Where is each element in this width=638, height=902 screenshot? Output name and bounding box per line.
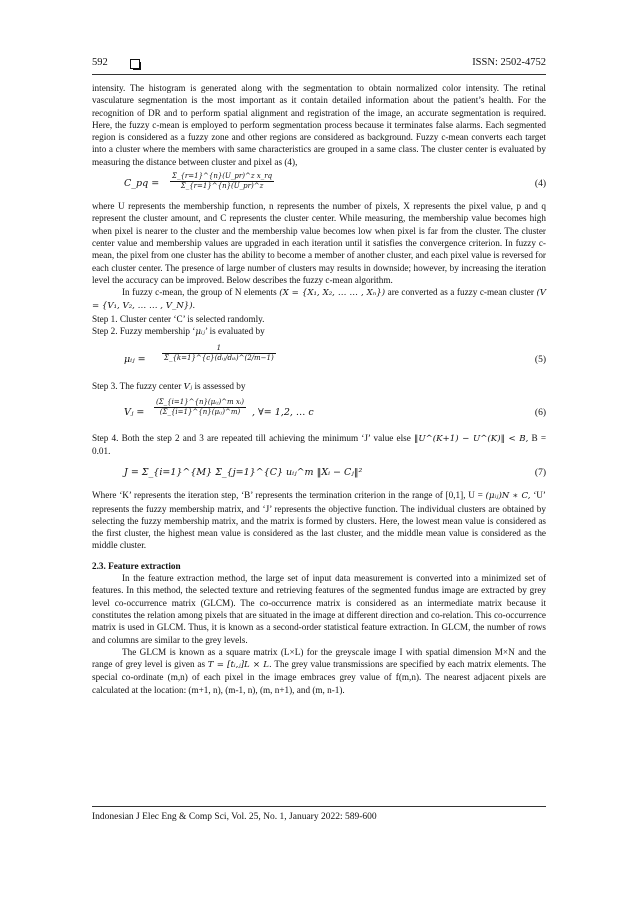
fraction-numerator: (Σ_{i=1}^{n}(μᵢⱼ)^m xᵢ) <box>156 397 245 406</box>
paragraph: In the feature extraction method, the large set of input data measurement is converted into a minimized set of features. In this method, the selected texture and retrieving features of the segmented fundus image are extracted by grey level co-occurrence matrix (GLCM). The co-occurrence matrix is considered as an intermediate matrix because it constitutes the relation among pixels that are situated in the image at different direction and co-relation. This co-occurrence matrix is used in GLCM. Thus, it is known as a second-order statistical feature extraction. In GLCM, the number of rows and columns are similar to the grey levels. <box>92 573 546 645</box>
equation-number: (6) <box>534 407 546 418</box>
fraction-numerator: Σ_{r=1}^{n}(U_pr)^z x_rq <box>172 172 273 181</box>
equation-4 <box>92 172 546 196</box>
body-text <box>92 82 546 696</box>
paragraph <box>92 646 546 696</box>
math-inline: (X = {X₁, X₂, … … , Xₙ}) <box>279 288 386 299</box>
equation-7 <box>92 461 546 485</box>
step-text <box>92 325 546 338</box>
equation-expression: J = Σ_{i=1}^{M} Σ_{j=1}^{C} uᵢⱼ^m ‖Xᵢ − Cⱼ‖² <box>124 467 363 479</box>
section-heading: 2.3. Feature extraction <box>92 560 181 571</box>
paragraph: In fuzzy c-mean, the group of N elements (X = {X₁, X₂, … … , Xₙ}) are converted as a fuzzy c-mean cluster (V = {V₁, V₂, … … , V_N}). <box>92 287 546 312</box>
text-run: is assessed by <box>194 381 246 392</box>
equation-fraction <box>170 172 274 191</box>
step-text <box>92 432 546 458</box>
math-inline: T = [tᵢ,ⱼ]L × L. <box>207 660 272 671</box>
equation-5 <box>92 342 546 376</box>
issn-label: ISSN: 2502-4752 <box>472 57 546 68</box>
text-run: B = 0.01. <box>92 432 547 456</box>
fraction-numerator: 1 <box>162 344 276 354</box>
math-inline: ‖U^(K+1) − U^(K)‖ < B, <box>414 433 529 444</box>
page-footer: Indonesian J Elec Eng & Comp Sci, Vol. 25, No. 1, January 2022: 589-600 <box>92 812 377 822</box>
math-inline: Vⱼ <box>183 382 193 393</box>
equation-tail: , ∀= 1,2, … c <box>252 406 314 418</box>
math-inline: (V = {V₁, V₂, … … , V_N}) <box>92 288 546 312</box>
step-text <box>92 380 546 393</box>
journal-box-icon <box>130 59 140 69</box>
math-inline: μᵢⱼ <box>195 327 205 338</box>
text-run: The grey value transmissions are specified by each matrix elements. The special co-ordinate (m,n) of each pixel in the image embraces grey value of f(m,n). The nearest adjacent pixels are calculated at the location: (m+1, n), (m-1, n), (m, n+1), and (m, n-1). <box>92 659 546 695</box>
text-run: ‘U’ represents the fuzzy membership matrix, and ‘J’ represents the objective function. The individual clusters are obtained by selecting the fuzzy membership matrix, and the matrix is formed by clusters. Here, the lowest mean value is considered as the first cluster, the highest mean value is considered as the last cluster, and the middle mean value is considered as the middle cluster. <box>92 490 546 551</box>
fraction-denominator: (Σ_{i=1}^{n}(μᵢⱼ)^m) <box>159 407 241 416</box>
equation-number: (5) <box>534 355 546 366</box>
text-run: ’ is evaluated by <box>204 326 265 337</box>
paragraph: intensity. The histogram is generated along with the segmentation to obtain normalized color intensity. The retinal vasculature segmentation is the most important as it contain detailed information about the patient’s health. For the recognition of DR and to perform spatial alignment and registration of the image, an accurate segmentation is required. Here, the fuzzy c-mean is employed to perform segmentation process because it terminates false alarms. Each segmented region is considered as a fuzzy zone and other regions are considered as background. Fuzzy c-mean converts each target into a cluster where the members with same characteristics are grouped in a same class. The cluster center is evaluated by measuring the distance between cluster and pixel as (4), <box>92 83 546 167</box>
text-run: are converted as a fuzzy c-mean cluster <box>387 287 534 298</box>
paragraph <box>92 489 546 551</box>
text-run: Step 2. Fuzzy membership ‘ <box>92 326 196 337</box>
footer-rule <box>92 806 546 807</box>
fraction-denominator: Σ_{r=1}^{n}(U_pr)^z <box>180 182 264 191</box>
step-text: Step 1. Cluster center ‘C’ is selected randomly. <box>92 313 265 324</box>
text-run: Step 3. The fuzzy center <box>92 381 182 392</box>
equation-number: (4) <box>534 179 546 190</box>
equation-fraction <box>162 344 276 363</box>
equation-6 <box>92 398 546 428</box>
text-run: The GLCM is known as a square matrix (L×L) for the greyscale image I with spatial dimension M×N and the range of grey level is given as <box>92 646 546 670</box>
header-rule <box>92 74 546 75</box>
equation-fraction <box>154 398 246 417</box>
equation-number: (7) <box>534 468 546 479</box>
paragraph: where U represents the membership function, n represents the number of pixels, X represents the pixel value, p and q represent the cluster amount, and C represents the cluster center. While measuring, the membership value becomes high when pixel is nearer to the cluster and the membership value becomes low when pixel is far from the cluster. The cluster center value and membership values are upgraded in each iteration until it satisfies the convergence criterion. In fuzzy c-mean, the pixel from one cluster has the ability to become a member of another cluster, and each pixel value is reversed for each cluster center. The presence of large number of clusters may results in downside; however, by increasing the iteration level the accuracy can be improved. Below describes the fuzzy c-mean algorithm. <box>92 201 546 285</box>
text-run: Step 4. Both the step 2 and 3 are repeated till achieving the minimum ‘J’ value else <box>92 432 411 443</box>
equation-lhs: Vⱼ = <box>124 406 145 418</box>
page-number: 592 <box>92 57 108 68</box>
text-run: Where ‘K’ represents the iteration step, ‘B’ represents the termination criterion in the range of [0,1], U = <box>92 490 483 501</box>
fraction-denominator: Σ_{k=1}^{c}(dᵢⱼ/dᵢₖ)^(2/m−1) <box>164 354 274 363</box>
equation-lhs: μᵢⱼ = <box>124 354 146 366</box>
text-run: In fuzzy c-mean, the group of N elements <box>122 287 277 298</box>
page-header <box>92 57 546 73</box>
equation-lhs: C_pq = <box>124 178 160 190</box>
math-inline: (μᵢⱼ)N ∗ C, <box>485 491 531 502</box>
